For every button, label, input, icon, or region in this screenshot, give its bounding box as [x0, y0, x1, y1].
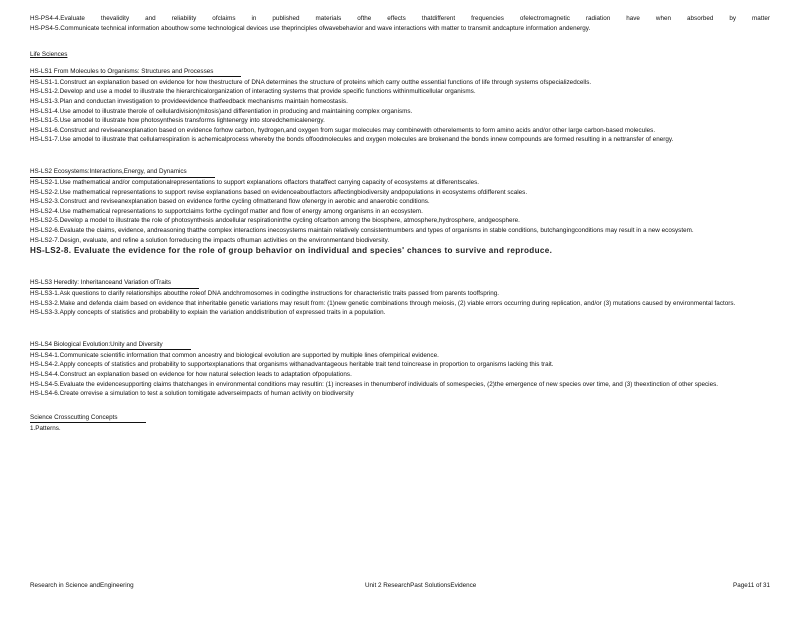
standard-hs-ls2-5: HS-LS2-5.Develop a model to illustrate the role of photosynthesis andcellular respirationinthe cycling ofcarbon among the biosphere, atmosphere,hydrosphere, andgeosphere.: [30, 217, 520, 225]
footer-course: Research in Science andEngineering: [30, 582, 134, 589]
standard-hs-ls4-6: HS-LS4-6.Create orrevise a simulation to test a solution tomitigate adverseimpacts of human activity on biodiversity: [30, 390, 354, 398]
standard-hs-ls1-6: HS-LS1-6.Construct and reviseanexplanation based on evidence forhow carbon, hydrogen,and oxygen from sugar molecules may combinewith otherelements to form amino acids and/or other large carbon-based molecules.: [30, 126, 656, 134]
standard-hs-ls3-2: HS-LS3-2.Make and defenda claim based on evidence that inheritable genetic variations may result from: (1)new genetic combinations through meiosis, (2) viable errors occurring during replication, and/or (3) mutations caused by environmental factors.: [30, 299, 736, 307]
ls1-heading: HS-LS1 From Molecules to Organisms: Structures and Processes: [30, 67, 241, 78]
standard-hs-ls2-6: HS-LS2-6.Evaluate the claims, evidence, andreasoning thatthe complex interactions inecosystems maintain relatively consistentnumbers and types of organisms in stable conditions, butchangingconditions may result in a new ecosystem.: [30, 226, 694, 234]
ls3-heading: HS-LS3 Heredity: Inheritanceand Variation ofTraits: [30, 278, 199, 289]
page-footer: [30, 581, 770, 590]
ls2-section: [30, 160, 770, 256]
standard-hs-ls4-1: HS-LS4-1.Communicate scientific information that common ancestry and biological evolution are supported by multiple lines ofempirical evidence.: [30, 351, 439, 359]
standard-hs-ls1-2: HS-LS1-2.Develop and use a model to illustrate the hierarchicalorganization of interacting systems that provide specific functions withinmulticellular organisms.: [30, 88, 476, 96]
standard-hs-ls1-1: HS-LS1-1.Construct an explanation based on evidence for how thestructure of DNA determines the structure of proteins which carry outthe essential functions of life through systems ofspecializedcells.: [30, 78, 592, 86]
ls4-section: [30, 333, 770, 399]
standard-hs-ls4-4: HS-LS4-4.Construct an explanation based on evidence for how natural selection leads to adaptation ofpopulations.: [30, 371, 352, 379]
crosscutting-section: [30, 406, 770, 434]
standard-hs-ls4-5: HS-LS4-5.Evaluate the evidencesupporting claims thatchanges in environmental conditions may resultin: (1) increases in thenumberof individuals of somespecies, (2)the emergence of new species over time, and (3) theextinction of other species.: [30, 380, 719, 388]
standard-hs-ps4-5: HS-PS4-5.Communicate technical information abouthow some technological devices use theprinciples ofwavebehavior and wave interactions with matter to transmit andcapture information andenergy.: [30, 24, 591, 32]
standard-hs-ls2-1: HS-LS2-1.Use mathematical and/or computationalrepresentations to support explanations offactors thataffect carrying capacity of ecosystems at differentscales.: [30, 178, 480, 186]
life-sciences-section: [30, 50, 770, 145]
standard-hs-ps4-4: HS-PS4-4.Evaluate thevalidity and reliability ofclaims in published materials ofthe effects thatdifferent frequencies ofelectromagnetic radiation have when absorbed by matter: [30, 15, 770, 22]
standard-hs-ls1-5: HS-LS1-5.Use amodel to illustrate how photosynthesis transforms lightenergy into storedchemicalenergy.: [30, 117, 325, 125]
standard-hs-ls2-3: HS-LS2-3.Construct and reviseanexplanation based on evidence forthe cycling ofmatterand flow ofenergy in aerobic and anaerobic conditions.: [30, 198, 430, 206]
standard-hs-ls2-2: HS-LS2-2.Use mathematical representations to support revise explanations based on evidenceaboutfactors affectingbiodiversity andpopulations in ecosystems ofdifferent scales.: [30, 188, 528, 196]
standard-hs-ls1-3: HS-LS1-3.Plan and conductan investigation to provideevidence thatfeedback mechanisms maintain homeostasis.: [30, 97, 348, 105]
standard-hs-ls4-2: HS-LS4-2.Apply concepts of statistics and probability to supportexplanations that organisms withanadvantageous heritable trait tend toincrease in proportion to organisms lacking this trait.: [30, 361, 554, 369]
standard-hs-ls2-8: HS-LS2-8. Evaluate the evidence for the role of group behavior on individual and species' chances to survive and reproduce.: [30, 246, 553, 256]
standard-hs-ls2-7: HS-LS2-7.Design, evaluate, and refine a solution forreducing the impacts ofhuman activities on the environmentand biodiversity.: [30, 236, 390, 244]
footer-page-number: Page11 of 31: [733, 582, 770, 589]
footer-unit: Unit 2 ResearchPast SolutionsEvidence: [365, 582, 477, 589]
standard-hs-ls3-1: HS-LS3-1.Ask questions to clarify relationships aboutthe roleof DNA andchromosomes in codingthe instructions for characteristic traits passed from parents tooffspring.: [30, 290, 500, 298]
ls3-section: [30, 271, 770, 318]
standard-hs-ls2-4: HS-LS2-4.Use mathematical representations to supportclaims forthe cyclingof matter and flow of energy among organisms in an ecosystem.: [30, 207, 423, 215]
standard-hs-ls3-3: HS-LS3-3.Apply concepts of statistics and probability to explain the variation anddistribution of expressed traits in a population.: [30, 309, 386, 317]
crosscutting-heading: Science Crosscutting Concepts: [30, 413, 146, 424]
top-standards: [30, 14, 770, 33]
life-sciences-title: Life Sciences: [30, 51, 68, 59]
standard-hs-ls1-7: HS-LS1-7.Use amodel to illustrate that cellularrespiration is achemicalprocess whereby the bonds offoodmolecules and oxygen molecules are brokenand the bonds innew compounds are formed resulting in a nettransfer of energy.: [30, 136, 674, 144]
ls2-heading: HS-LS2 Ecosystems:Interactions,Energy, and Dynamics: [30, 167, 215, 178]
ls4-heading: HS-LS4 Biological Evolution:Unity and Diversity: [30, 340, 191, 351]
crosscutting-item-1: 1.Patterns.: [30, 424, 61, 432]
standard-hs-ls1-4: HS-LS1-4.Use amodel to illustrate therole of cellulardivision(mitosis)and differentiation in producing and maintaining complex organisms.: [30, 107, 413, 115]
